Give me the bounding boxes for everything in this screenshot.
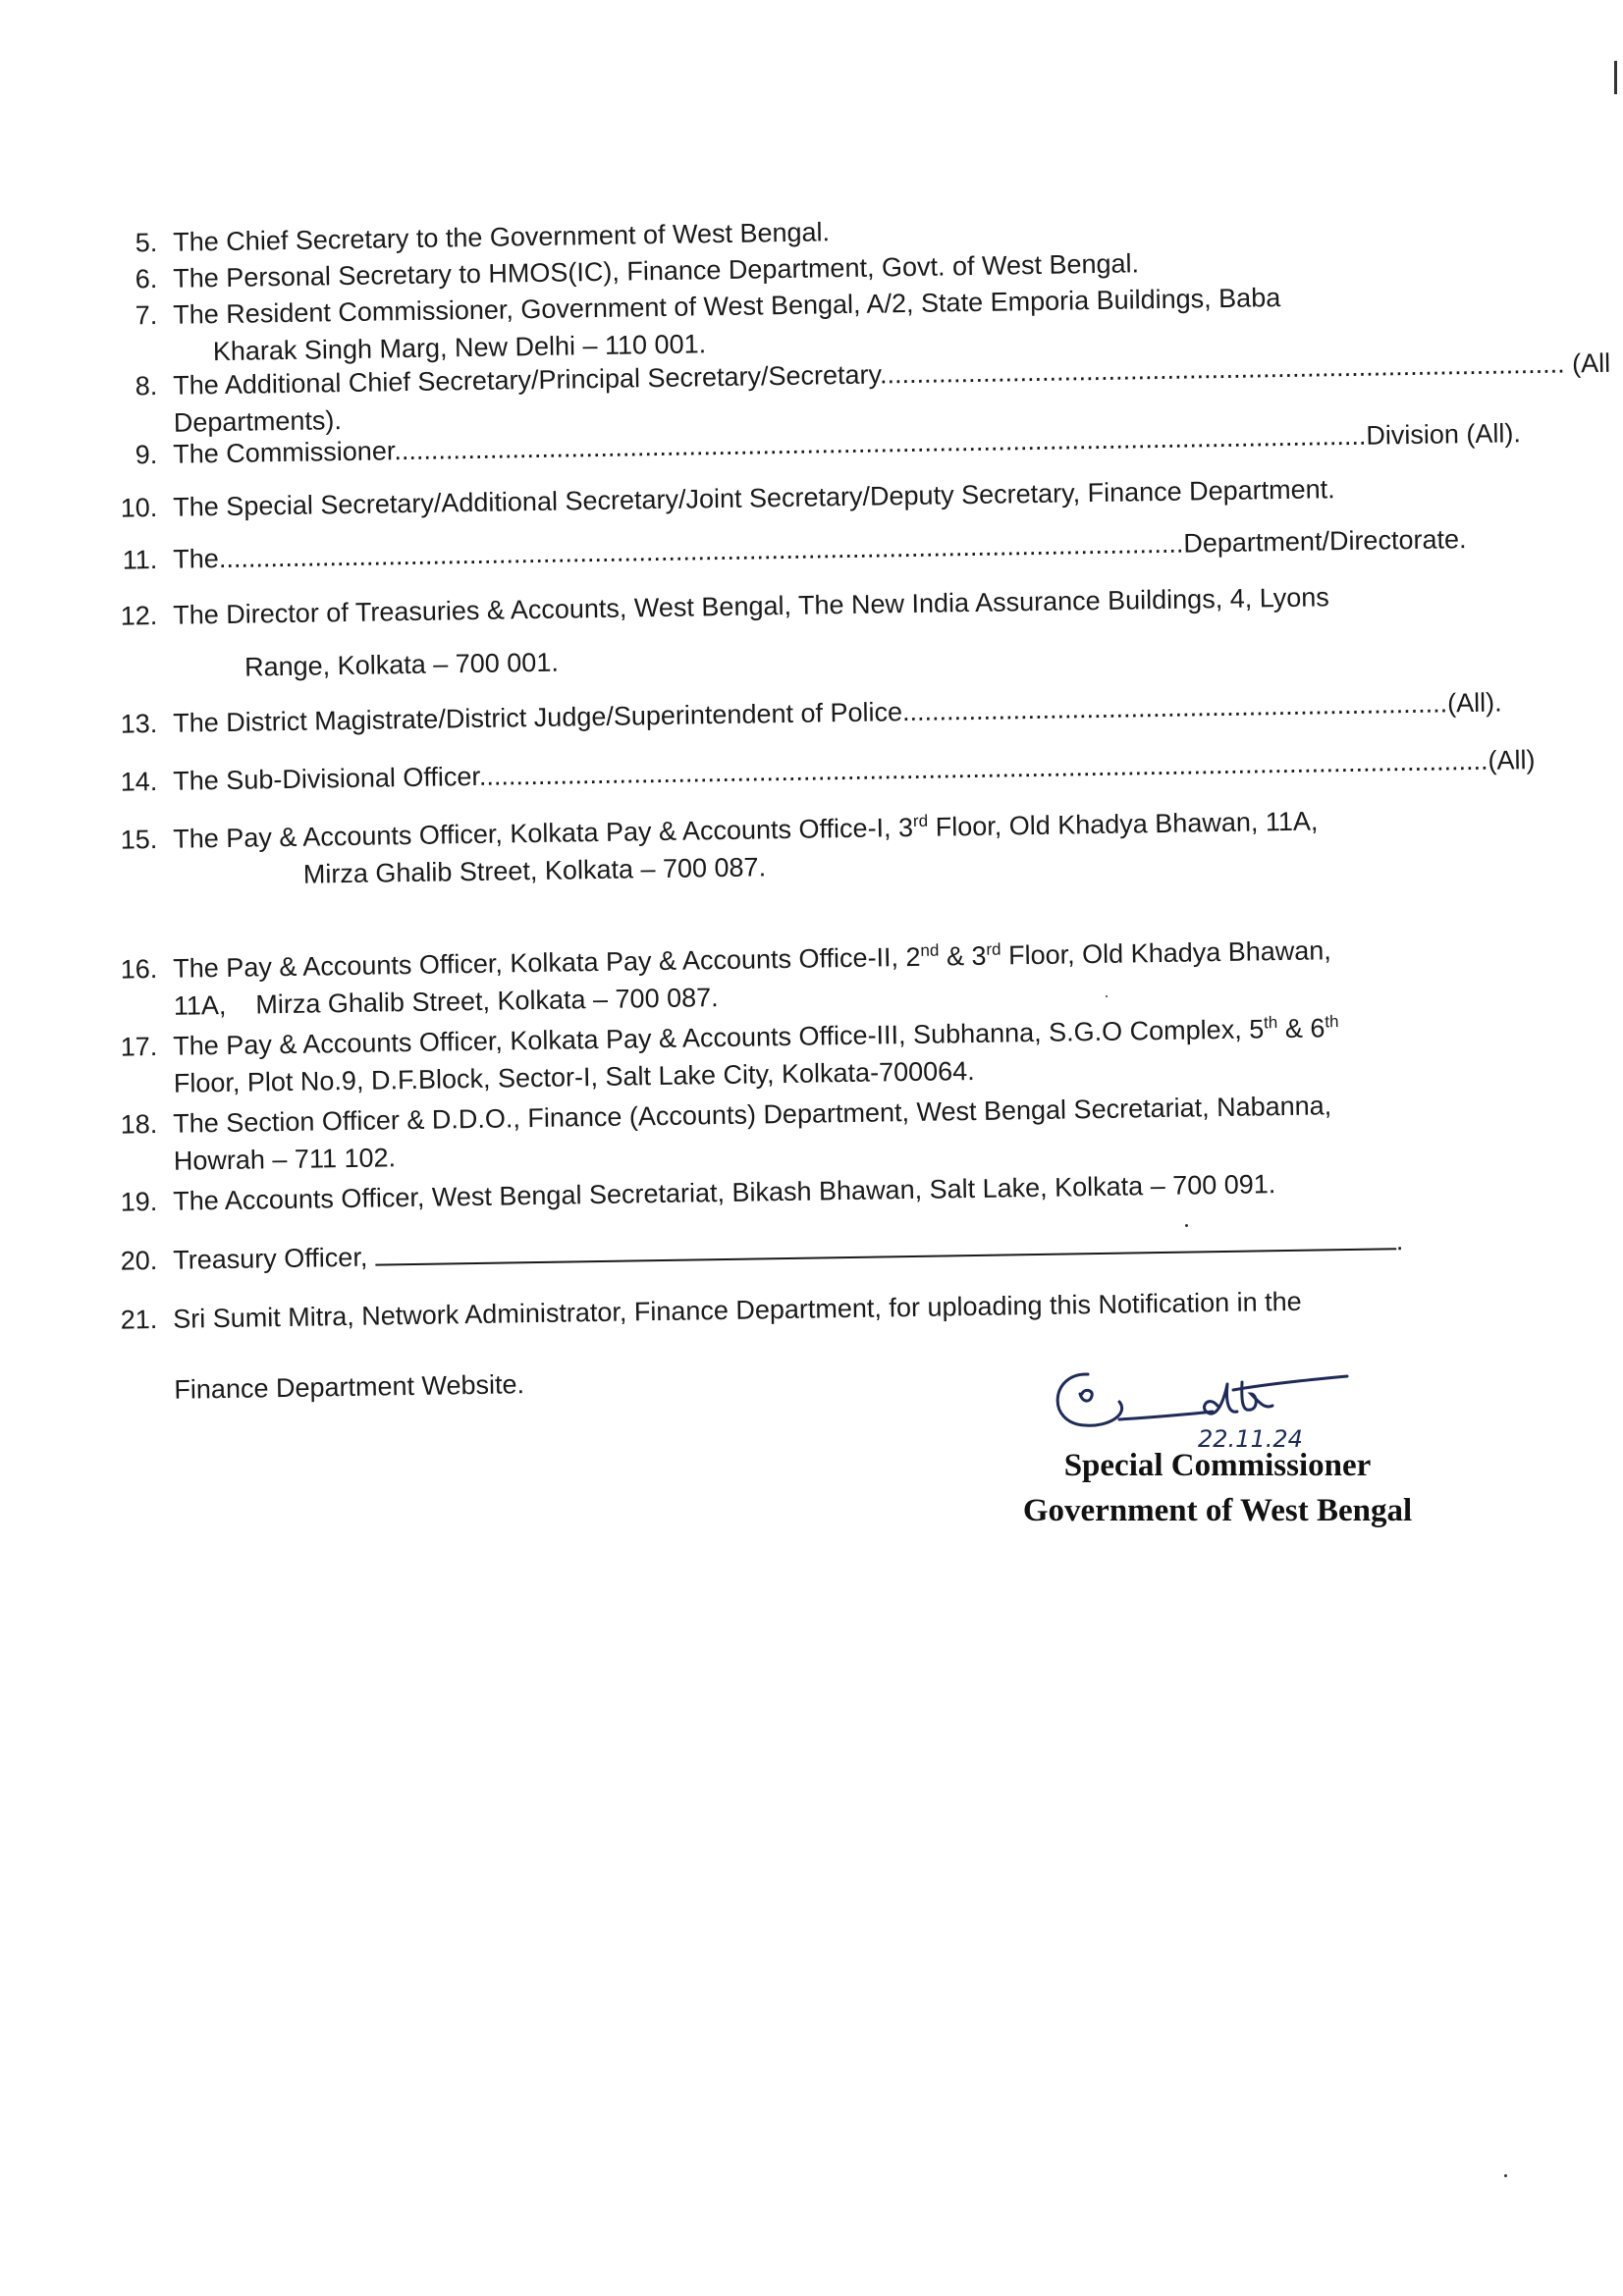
item-text: The Director of Treasuries & Accounts, West Bengal, The New India Assurance Buildings, 4, Lyons [173, 582, 1329, 630]
dotted-leader: ................................................................................................................................... [218, 528, 1184, 574]
item-lead: The Sub-Divisional Officer [173, 761, 480, 796]
item-tail: (All). [1446, 687, 1502, 719]
item-text: The Special Secretary/Additional Secretary/Joint Secretary/Deputy Secretary, Finance Department. [173, 474, 1335, 522]
item-continuation: Kharak Singh Marg, New Delhi – 110 001. [212, 329, 707, 367]
item-continuation: Mirza Ghalib Street, Kolkata – 700 087. [302, 852, 767, 889]
dotted-leader: .................................................................................................................................... [394, 420, 1367, 466]
item-lead: The Commissioner [173, 436, 395, 469]
item-continuation: Departments). [173, 405, 343, 438]
item-number: 15. [120, 825, 158, 855]
item-lead: The District Magistrate/District Judge/Superintendent of Police [173, 697, 903, 738]
scan-speck [1106, 995, 1108, 997]
item-tail: . [1395, 1226, 1404, 1256]
signature-date: 22.11.24 [1198, 1425, 1303, 1453]
item-tail: (All [1571, 347, 1611, 379]
handwritten-signature [1041, 1355, 1394, 1453]
item-number: 7. [135, 300, 158, 331]
item-text [173, 742, 1536, 799]
item-text [173, 685, 1502, 741]
item-number: 19. [120, 1187, 158, 1217]
signatory-designation: Special Commissioner [1063, 1448, 1372, 1483]
item-number: 10. [120, 493, 158, 523]
item-tail: Division (All). [1366, 418, 1522, 451]
item-number: 16. [120, 954, 158, 985]
item-text: The Section Officer & D.D.O., Finance (Accounts) Department, West Bengal Secretariat, Nabanna, [173, 1091, 1332, 1139]
item-text: The Pay & Accounts Officer, Kolkata Pay & Accounts Office-III, Subhanna, S.G.O Complex, 5th & 6th [173, 1012, 1339, 1061]
dotted-leader: ............................................................................................. [879, 348, 1565, 390]
item-number: 9. [135, 440, 158, 470]
item-continuation: Finance Department Website. [174, 1369, 525, 1405]
item-number: 6. [135, 264, 158, 294]
item-text: The Personal Secretary to HMOS(IC), Finance Department, Govt. of West Bengal. [173, 248, 1140, 294]
item-number: 12. [120, 601, 158, 631]
item-continuation: 11A, Mirza Ghalib Street, Kolkata – 700 087. [173, 983, 719, 1021]
item-lead: Treasury Officer, [173, 1242, 368, 1275]
item-number: 20. [120, 1246, 158, 1276]
item-tail: (All) [1488, 745, 1536, 775]
scan-speck [1185, 1224, 1188, 1227]
scan-edge-mark [1614, 61, 1617, 94]
item-continuation: Floor, Plot No.9, D.F.Block, Sector-I, Salt Lake City, Kolkata-700064. [173, 1055, 975, 1098]
item-lead: The Additional Chief Secretary/Principal Secretary/Secretary [173, 359, 881, 400]
signature-block [962, 1443, 1473, 1533]
item-text: The Chief Secretary to the Government of West Bengal. [173, 217, 831, 257]
dotted-leader: ......................................................................................................................................... [478, 745, 1488, 791]
item-number: 8. [135, 371, 158, 401]
item-continuation: Range, Kolkata – 700 001. [243, 647, 560, 682]
item-lead: The [173, 544, 220, 574]
item-number: 11. [122, 545, 158, 575]
item-tail: Department/Directorate. [1183, 524, 1467, 559]
item-number: 13. [120, 709, 158, 739]
item-text: Sri Sumit Mitra, Network Administrator, Finance Department, for uploading this Notification in the [173, 1286, 1302, 1334]
dotted-leader: .......................................................................... [901, 688, 1448, 727]
item-text: The Pay & Accounts Officer, Kolkata Pay & Accounts Office-I, 3rd Floor, Old Khadya Bhawan, 11A, [173, 806, 1319, 854]
item-text [173, 1223, 1404, 1278]
blank-underline [375, 1228, 1396, 1265]
signatory-organization: Government of West Bengal [1022, 1493, 1413, 1528]
item-number: 14. [120, 767, 158, 797]
item-number: 17. [120, 1032, 158, 1062]
item-text [173, 415, 1521, 472]
item-number: 18. [120, 1109, 158, 1140]
item-text [173, 521, 1467, 577]
item-text: The Pay & Accounts Officer, Kolkata Pay & Accounts Office-II, 2nd & 3rd Floor, Old Khadya Bhawan, [173, 935, 1332, 984]
item-text: The Accounts Officer, West Bengal Secretariat, Bikash Bhawan, Salt Lake, Kolkata – 700 091. [173, 1169, 1276, 1216]
item-text: The Resident Commissioner, Government of West Bengal, A/2, State Emporia Buildings, Baba [173, 283, 1281, 330]
item-number: 21. [120, 1305, 158, 1335]
scan-speck [1504, 2174, 1507, 2177]
item-continuation: Howrah – 711 102. [173, 1143, 397, 1176]
item-number: 5. [135, 228, 158, 258]
